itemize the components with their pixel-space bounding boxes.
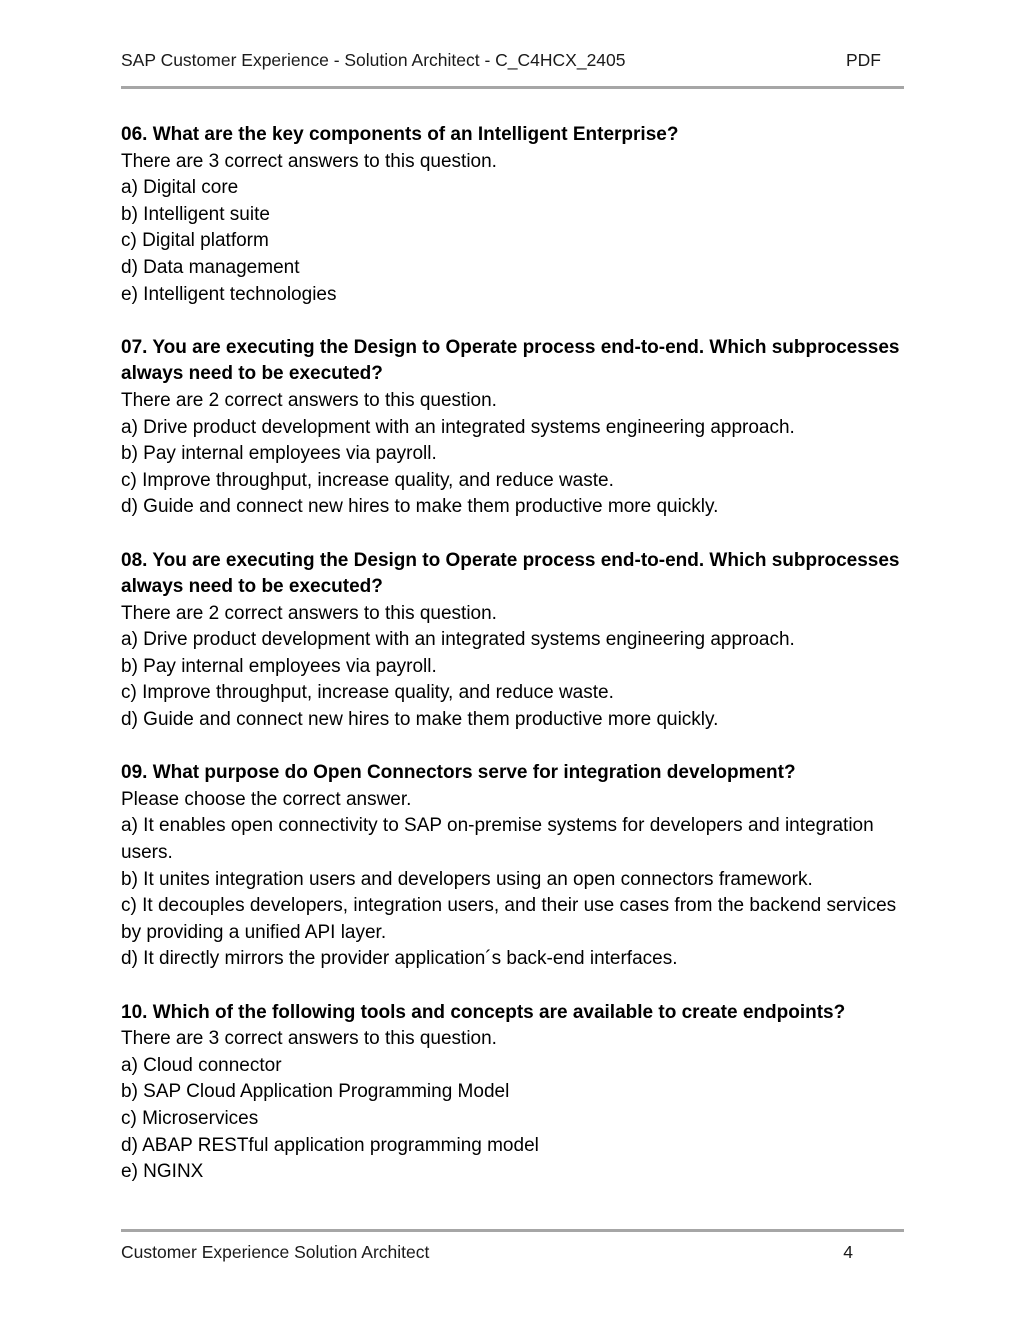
document-title: SAP Customer Experience - Solution Architect - C_C4HCX_2405 [121, 50, 626, 70]
question-list [121, 122, 911, 1212]
page-number: 4 [843, 1242, 853, 1262]
answer-option: b) SAP Cloud Application Programming Model [121, 1081, 510, 1103]
question-instruction: There are 2 correct answers to this question. [121, 389, 497, 411]
answer-option: c) Digital platform [121, 230, 269, 252]
page-footer [121, 1240, 853, 1264]
question-title: 08. You are executing the Design to Operate process end-to-end. Which subprocesses always need to be executed? [121, 549, 900, 598]
question-instruction: Please choose the correct answer. [121, 788, 412, 810]
question-09 [121, 760, 911, 973]
answer-option: b) Pay internal employees via payroll. [121, 655, 437, 677]
answer-option: a) Digital core [121, 177, 239, 199]
answer-option: d) ABAP RESTful application programming model [121, 1134, 539, 1156]
question-instruction: There are 2 correct answers to this question. [121, 602, 497, 624]
header-divider [121, 86, 904, 89]
answer-option: d) Guide and connect new hires to make them productive more quickly. [121, 496, 719, 518]
question-10 [121, 1000, 911, 1186]
question-title: 07. You are executing the Design to Operate process end-to-end. Which subprocesses always need to be executed? [121, 336, 900, 385]
answer-option: a) Cloud connector [121, 1054, 282, 1076]
question-instruction: There are 3 correct answers to this question. [121, 1028, 497, 1050]
question-06 [121, 122, 911, 308]
question-title: 10. Which of the following tools and concepts are available to create endpoints? [121, 1001, 846, 1023]
answer-option: a) It enables open connectivity to SAP on-premise systems for developers and integration users. [121, 815, 874, 864]
page-header [121, 48, 881, 72]
answer-option: b) It unites integration users and developers using an open connectors framework. [121, 868, 813, 890]
answer-option: a) Drive product development with an integrated systems engineering approach. [121, 416, 795, 438]
footer-title: Customer Experience Solution Architect [121, 1242, 430, 1262]
answer-option: c) Microservices [121, 1107, 259, 1129]
answer-option: c) Improve throughput, increase quality, and reduce waste. [121, 682, 614, 704]
answer-option: e) NGINX [121, 1161, 204, 1183]
answer-option: b) Pay internal employees via payroll. [121, 443, 437, 465]
answer-option: c) It decouples developers, integration users, and their use cases from the backend services by providing a unified API layer. [121, 895, 897, 943]
question-instruction: There are 3 correct answers to this question. [121, 150, 497, 172]
question-07 [121, 335, 911, 521]
answer-option: a) Drive product development with an integrated systems engineering approach. [121, 629, 795, 651]
question-title: 09. What purpose do Open Connectors serve for integration development? [121, 762, 796, 784]
question-title: 06. What are the key components of an Intelligent Enterprise? [121, 124, 679, 145]
answer-option: c) Improve throughput, increase quality, and reduce waste. [121, 469, 614, 491]
document-format-label: PDF [846, 50, 881, 70]
answer-option: d) Guide and connect new hires to make them productive more quickly. [121, 709, 719, 731]
answer-option: e) Intelligent technologies [121, 283, 337, 305]
answer-option: b) Intelligent suite [121, 203, 270, 225]
answer-option: d) Data management [121, 256, 300, 278]
footer-divider [121, 1229, 904, 1232]
question-08 [121, 548, 911, 734]
answer-option: d) It directly mirrors the provider application´s back-end interfaces. [121, 948, 678, 970]
